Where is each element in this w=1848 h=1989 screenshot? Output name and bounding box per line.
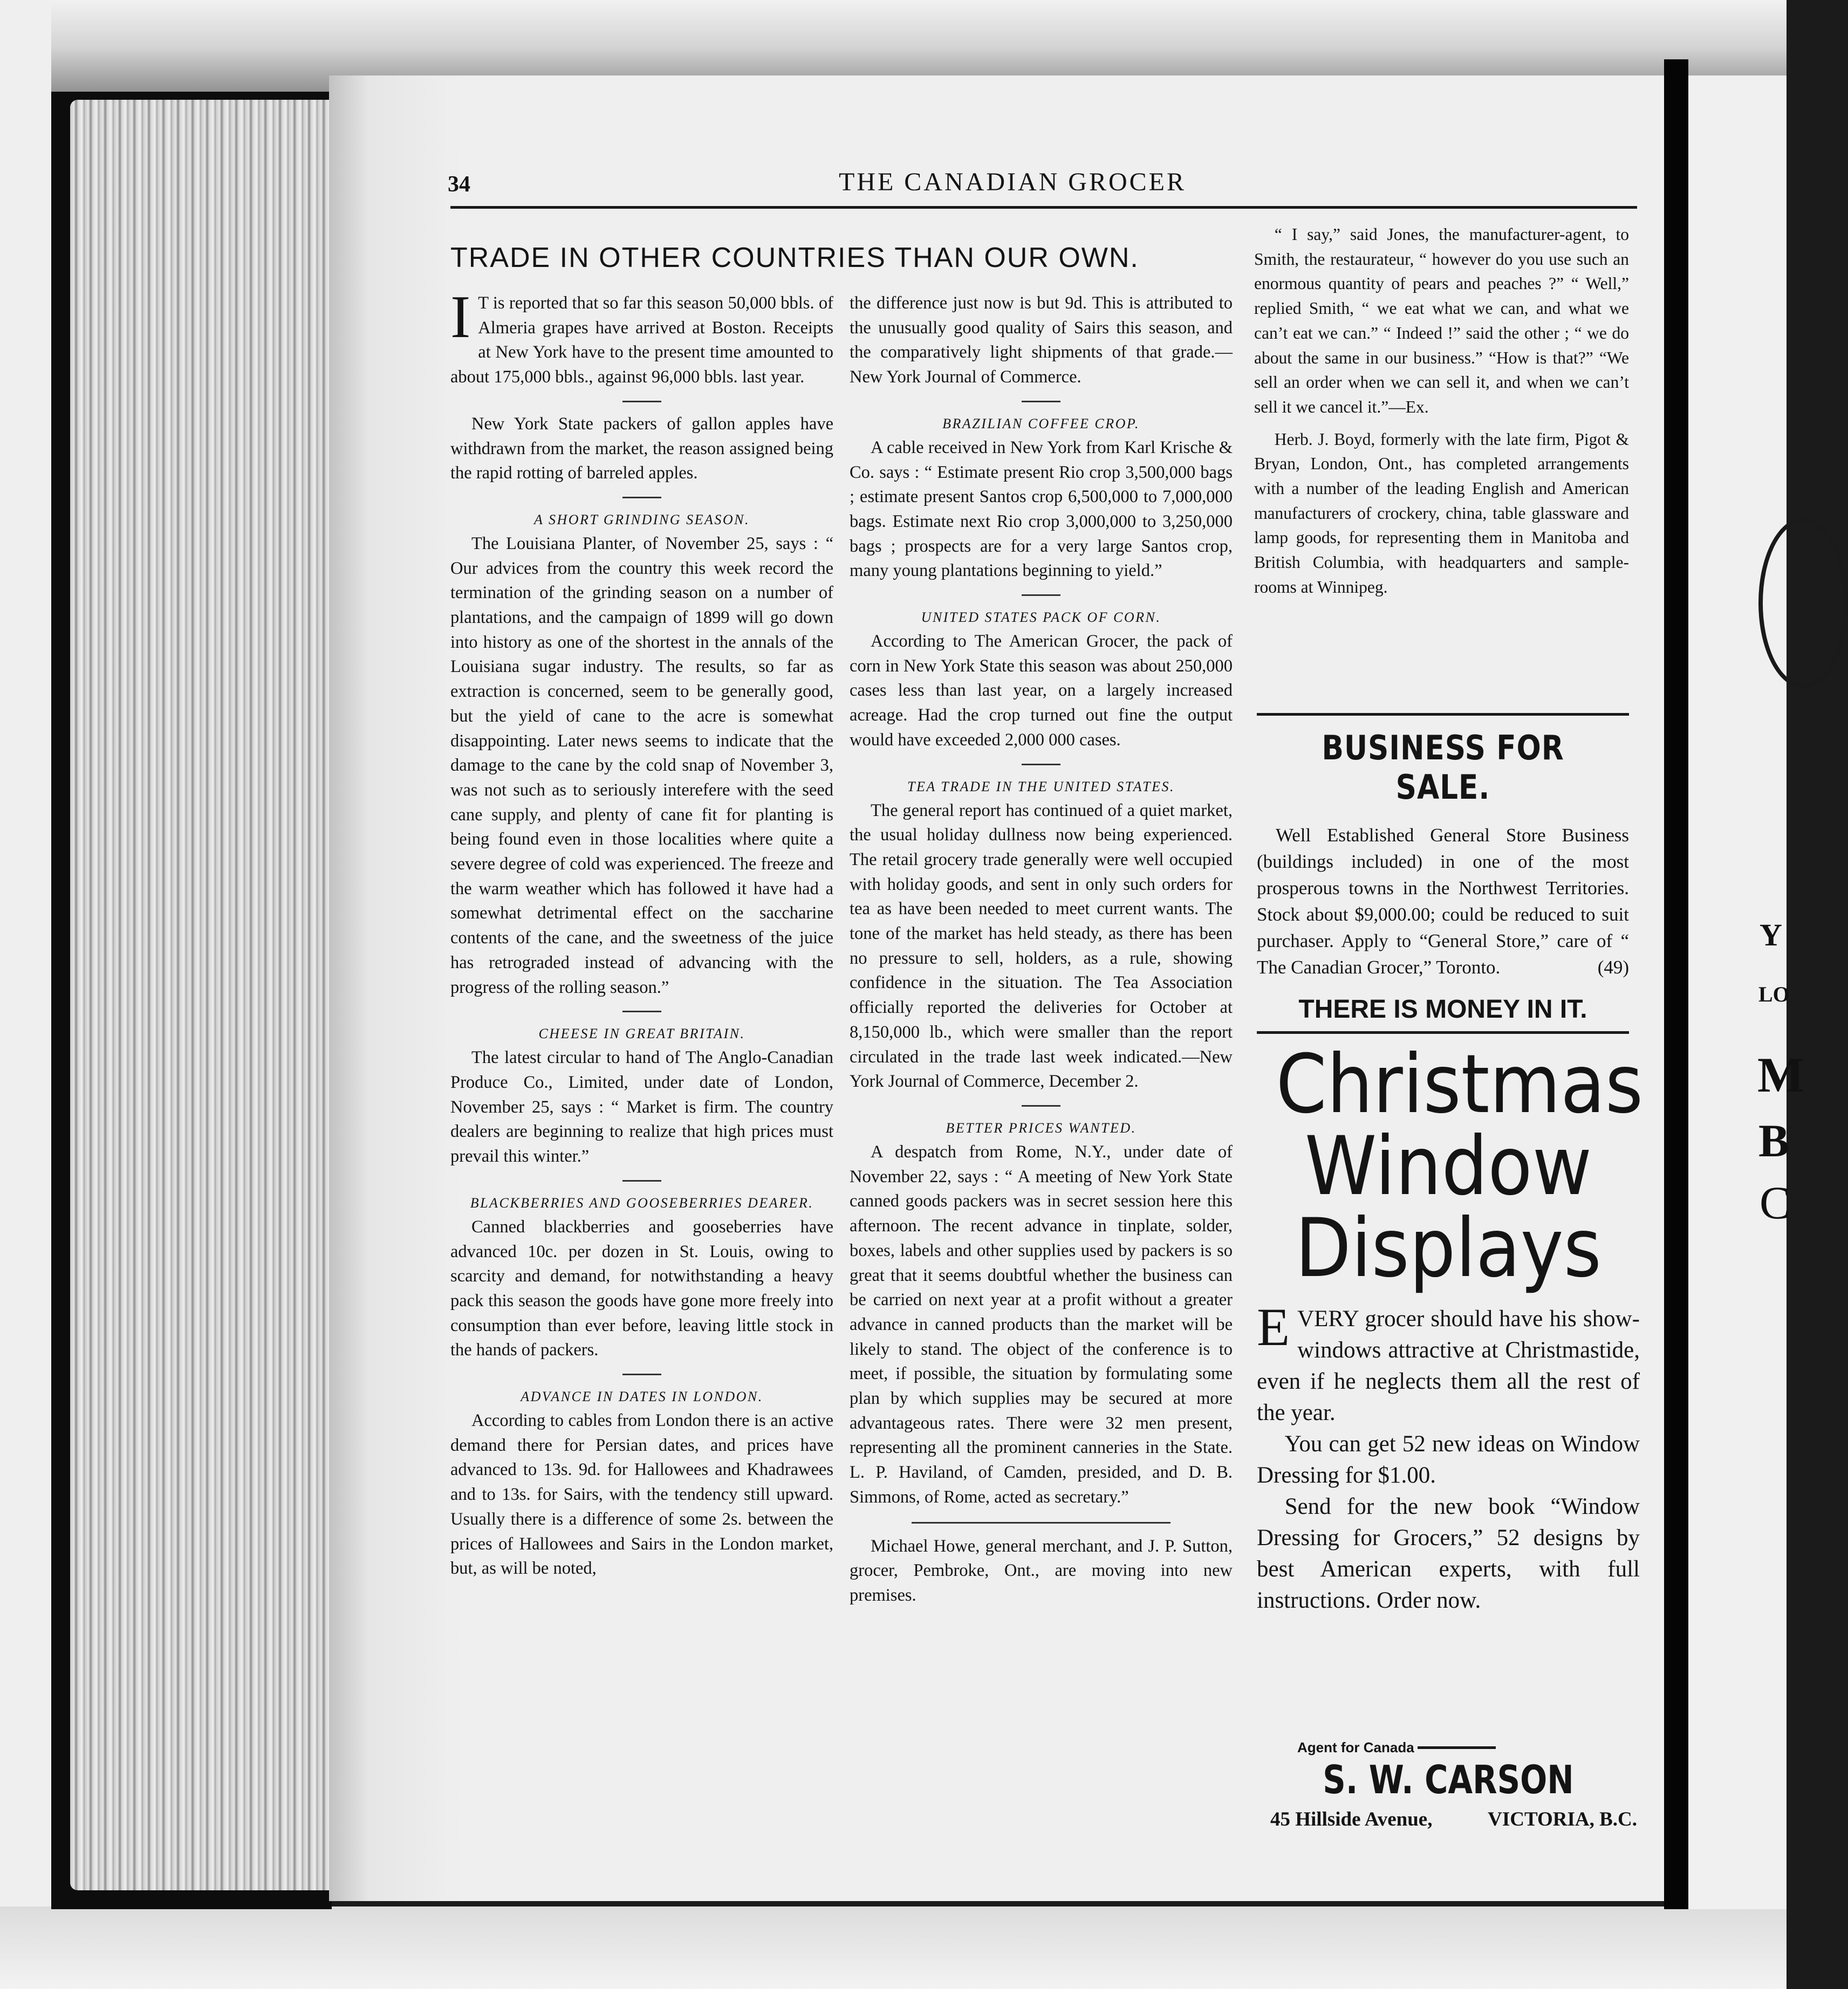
page-edges [70, 100, 329, 1890]
ad-title: BUSINESS FOR SALE. [1322, 728, 1564, 807]
section-heading: BETTER PRICES WANTED. [946, 1120, 1137, 1136]
article-paragraph: According to cables from London there is an active demand there for Persian dates, and prices have advanced to 13s. 9d. for Hallowees and Khadrawees and to 13s. for Sairs, with the tendency still upward. Usually there is a difference of some 2s. between the prices of Hallowees and Sairs in the London market, but, as will be noted, [450, 1411, 833, 1579]
article-paragraph: The Louisiana Planter, of November 25, says : “ Our advices from the country this week record the termination of the grinding season on a number of plantations, and the campaign of 1899 will go down into history as one of the shortest in the annals of the Louisiana sugar industry. The results, so far as extraction is concerned, seem to be generally good, but the yield of cane to the acre is somewhat disappointing. Later news seems to indicate that the damage to the cane by the cold snap of November 3, was not such as to seriously interefere with the seed cane supply, and plenty of cane fit for planting is being found even in those localities where quite a severe degree of cold was experienced. The freeze and the warm weather which has followed it have had a somewhat detrimental effect on the saccharine contents of the cane, and the sweetness of the juice has retrograded instead of advancing with the progress of the rolling season.” [450, 533, 833, 997]
agent-address [1270, 1808, 1637, 1831]
facing-page-fragment: Y [1760, 917, 1782, 952]
separator [1022, 1105, 1060, 1107]
facing-page-ornament [1758, 518, 1848, 688]
facing-page-fragment: C [1760, 1177, 1791, 1229]
address-city: VICTORIA, B.C. [1488, 1808, 1637, 1830]
facing-page [1688, 76, 1804, 1909]
separator [622, 1180, 661, 1182]
section-heading: UNITED STATES PACK OF CORN. [921, 609, 1161, 626]
section-heading: BLACKBERRIES AND GOOSEBERRIES DEARER. [470, 1195, 814, 1211]
facing-page-fragment: M [1757, 1047, 1804, 1102]
ad-rule [1257, 1031, 1629, 1034]
separator [622, 1011, 661, 1012]
ad-headline-line: Window [1304, 1120, 1592, 1213]
agent-name: S. W. CARSON [1323, 1757, 1574, 1802]
journal-title: THE CANADIAN GROCER [839, 168, 1186, 196]
section-heading: CHEESE IN GREAT BRITAIN. [538, 1026, 745, 1042]
separator [622, 1374, 661, 1375]
agent-rule [1418, 1746, 1496, 1749]
christmas-ad [1257, 1038, 1644, 1616]
article-paragraph: T is reported that so far this season 50,000 bbls. of Almeria grapes have arrived at Boston. Receipts at New York have to the present time amounted to about 175,000 bbls., against 96,000 bbls. last year. [450, 293, 833, 387]
scan-background-left [0, 0, 51, 1989]
section-heading: TEA TRADE IN THE UNITED STATES. [907, 778, 1175, 794]
section-heading: A SHORT GRINDING SEASON. [534, 511, 750, 527]
section-heading: ADVANCE IN DATES IN LONDON. [521, 1389, 763, 1405]
facing-page-fragment: LO [1758, 982, 1790, 1006]
ad-body-text: VERY grocer should have his show-windows attractive at Christmastide, even if he neglects them all the rest of the year. [1257, 1306, 1640, 1425]
article-paragraph: A cable received in New York from Karl Krische & Co. says : “ Estimate present Rio crop 3,500,000 bags ; estimate present Santos crop 6,500,000 to 7,000,000 bags. Estimate next Rio crop 3,000,000 to 3,250,000 bags ; prospects are for a very large Santos crop, many young plantations beginning to yield.” [850, 437, 1233, 581]
separator [622, 401, 661, 402]
article-headline: TRADE IN OTHER COUNTRIES THAN OUR OWN. [450, 242, 1139, 273]
article-column-2 [850, 291, 1233, 1608]
article-paragraph: New York State packers of gallon apples have withdrawn from the market, the reason assigned being the rapid rotting of barreled apples. [450, 414, 833, 483]
separator [1022, 594, 1060, 596]
ad-headline-line: Christmas [1276, 1038, 1644, 1131]
article-paragraph: A despatch from Rome, N.Y., under date of November 22, says : “ A meeting of New York State canned goods packers was in secret session here this afternoon. The recent advance in tinplate, solder, boxes, labels and other supplies used by packers is so great that it seems doubtful whether the business can be carried on next year at a profit without a greater advance in canned products than the market will be likely to stand. The object of the conference is to meet, if possible, the situation by formulating some plan by which supplies may be secured at more advantageous rates. There were 32 men present, representing all the prominent canneries in the State. L. P. Haviland, of Camden, presided, and D. B. Simmons, of Rome, acted as secretary.” [850, 1142, 1233, 1507]
article-paragraph: Michael Howe, general merchant, and J. P. Sutton, grocer, Pembroke, Ont., are moving into new premises. [850, 1536, 1233, 1605]
scan-background-bottom [0, 1906, 1787, 1989]
separator [1022, 764, 1060, 765]
page-number: 34 [448, 172, 470, 197]
article-paragraph: According to The American Grocer, the pack of corn in New York State this season was about 250,000 cases less than last year, on a largely increased acreage. Had the crop turned out fine the output would have exceeded 2,000 000 cases. [850, 632, 1233, 750]
separator [622, 497, 661, 498]
business-for-sale-ad [1257, 728, 1629, 1024]
dropcap-letter: E [1257, 1297, 1290, 1357]
ad-tagline: THERE IS MONEY IN IT. [1298, 995, 1587, 1024]
facing-page-fragment: B [1758, 1115, 1790, 1167]
separator [1022, 401, 1060, 402]
article-paragraph: The general report has continued of a quiet market, the usual holiday dullness now being experienced. The retail grocery trade generally were well occupied with holiday goods, and sent in only such orders for tea as have been needed to meet current wants. The tone of the market has held steady, as there has been no pressure to sell, holders, as a rule, showing confidence in the situation. The Tea Association officially reported the deliveries for October at 8,150,000 lb., which were smaller than the report circulated in the trade last week indicated.—New York Journal of Commerce, December 2. [850, 800, 1233, 1092]
section-heading: BRAZILIAN COFFEE CROP. [942, 415, 1140, 431]
agent-label: Agent for Canada [1297, 1739, 1414, 1755]
ad-rule [1257, 713, 1629, 716]
article-paragraph: The latest circular to hand of The Anglo-Canadian Produce Co., Limited, under date of London, November 25, says : “ Market is firm. The country dealers are beginning to realize that high prices must prevail this winter.” [450, 1048, 833, 1167]
ad-body [1257, 1297, 1640, 1616]
header-rule [450, 206, 1637, 209]
article-paragraph: Herb. J. Boyd, formerly with the late firm, Pigot & Bryan, London, Ont., has completed arrangements with a number of the leading English and American manufacturers of crockery, china, table glassware and lamp goods, for representing them in Manitoba and British Columbia, with headquarters and sample-rooms at Winnipeg. [1254, 429, 1629, 596]
ad-body-text: Well Established General Store Business (buildings included) in one of the most prosperous towns in the Northwest Territories. Stock about $9,000.00; could be reduced to suit purchaser. Apply to “General Store,” care of “ The Canadian Grocer,” Toronto. [1257, 825, 1629, 978]
address-street: 45 Hillside Avenue, [1270, 1808, 1433, 1830]
ad-reference: (49) [1597, 957, 1629, 978]
dropcap-letter: I [450, 284, 471, 351]
article-paragraph: “ I say,” said Jones, the manufacturer-agent, to Smith, the restaurateur, “ however do you use such an enormous quantity of pears and peaches ?” “ Well,” replied Smith, “ we eat what we can, and what we can’t eat we can.” “ Indeed !” said the other ; “ we do about the same in our business.” “How is that?” “We sell an order when we can sell it, and when we can’t sell it we cancel it.”—Ex. [1254, 225, 1629, 416]
ad-body-text: You can get 52 new ideas on Window Dressing for $1.00. [1257, 1431, 1640, 1488]
ad-body-text: Send for the new book “Window Dressing for Grocers,” 52 designs by best American experts, with full instructions. Order now. [1257, 1494, 1640, 1613]
article-paragraph: the difference just now is but 9d. This is attributed to the unusually good quality of Sairs this season, and the comparatively light shipments of that grade.—New York Journal of Commerce. [850, 293, 1233, 387]
ad-body [1257, 822, 1629, 980]
ad-headline-line: Displays [1295, 1202, 1601, 1295]
article-column-1 [450, 284, 833, 1581]
agent-line [1297, 1739, 1496, 1756]
article-paragraph: Canned blackberries and gooseberries have advanced 10c. per dozen in St. Louis, owing to scarcity and demand, for notwithstanding a heavy pack this season the goods have gone more freely into consumption than ever before, leaving little stock in the hands of packers. [450, 1217, 833, 1360]
separator [912, 1522, 1171, 1524]
book-gutter [1664, 59, 1688, 1909]
article-column-3 [1254, 222, 1629, 600]
